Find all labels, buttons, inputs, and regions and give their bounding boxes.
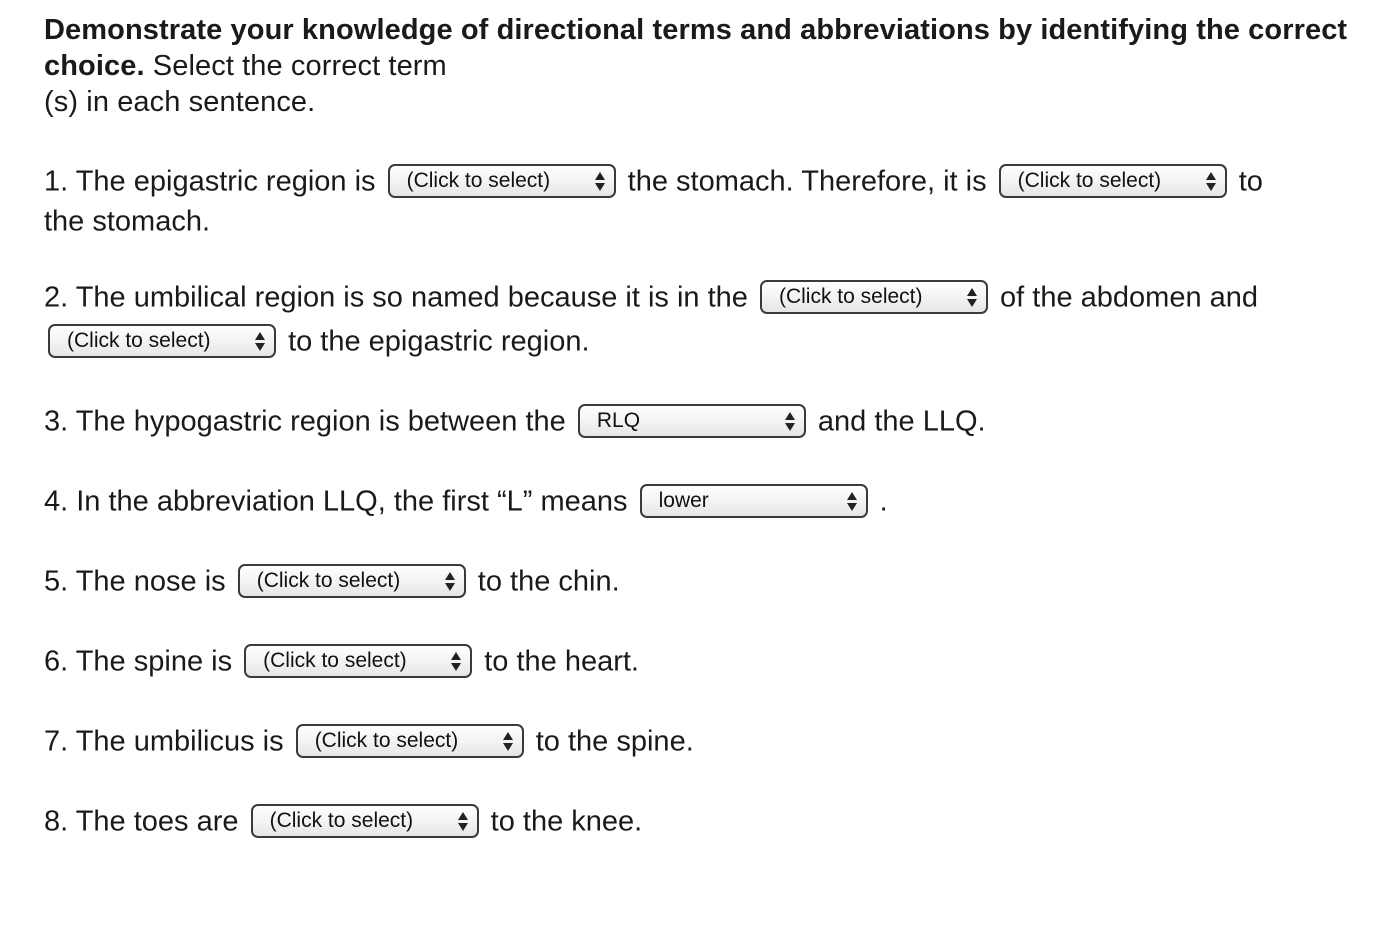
question-page <box>44 12 1374 838</box>
select-arrows-icon <box>445 572 455 592</box>
select-value: (Click to select) <box>778 285 923 309</box>
select-arrows-icon <box>847 492 857 512</box>
question-3-text-1: 3. The hypogastric region is between the <box>44 405 566 438</box>
question-2 <box>44 276 1258 317</box>
question-2-line-2 <box>44 320 590 361</box>
select-arrows-icon <box>785 412 795 432</box>
question-3 <box>44 400 986 441</box>
question-5 <box>44 560 620 601</box>
question-1-select-2[interactable] <box>999 164 1227 198</box>
select-arrows-icon <box>595 172 605 192</box>
select-arrows-icon <box>458 812 468 832</box>
select-value: (Click to select) <box>1017 169 1162 193</box>
question-6 <box>44 640 639 681</box>
select-arrows-icon <box>503 732 513 752</box>
select-arrows-icon <box>967 288 977 308</box>
question-6-text-1: 6. The spine is <box>44 645 233 678</box>
question-6-text-2: to the heart. <box>484 645 639 678</box>
question-5-text-2: to the chin. <box>477 565 620 598</box>
question-2-text-1: 2. The umbilical region is so named because it is in the <box>44 281 748 314</box>
question-1 <box>44 160 1263 201</box>
instructions-text-2: (s) in each sentence. <box>44 86 316 118</box>
select-value: (Click to select) <box>269 809 414 833</box>
instructions <box>44 12 1374 120</box>
question-4-text-2: . <box>879 485 888 518</box>
question-8-text-2: to the knee. <box>490 805 643 838</box>
question-2-select-1[interactable] <box>760 280 988 314</box>
question-8 <box>44 800 642 841</box>
question-1-text-1: 1. The epigastric region is <box>44 165 376 198</box>
select-value: RLQ <box>596 409 641 433</box>
question-1-line-2 <box>44 200 210 241</box>
question-1-text-3: to <box>1238 165 1263 198</box>
select-arrows-icon <box>451 652 461 672</box>
instructions-bold: Demonstrate your knowledge of directional terms and abbreviations by identifying the correct choice. <box>44 14 1348 82</box>
question-4-text-1: 4. In the abbreviation LLQ, the first “L” means <box>44 485 628 518</box>
select-arrows-icon <box>1206 172 1216 192</box>
question-3-text-2: and the LLQ. <box>817 405 986 438</box>
question-5-text-1: 5. The nose is <box>44 565 226 598</box>
select-arrows-icon <box>255 332 265 352</box>
question-4 <box>44 480 888 521</box>
select-value: (Click to select) <box>406 169 551 193</box>
select-value: (Click to select) <box>263 649 407 673</box>
select-value: (Click to select) <box>314 729 459 753</box>
question-8-text-1: 8. The toes are <box>44 805 239 838</box>
instructions-text-1: Select the correct term <box>144 50 447 82</box>
question-7-select-1[interactable] <box>296 724 524 758</box>
select-value: (Click to select) <box>256 569 401 593</box>
question-1-select-1[interactable] <box>388 164 616 198</box>
question-8-select-1[interactable] <box>251 804 479 838</box>
question-2-text-3: to the epigastric region. <box>288 325 590 358</box>
question-5-select-1[interactable] <box>238 564 466 598</box>
question-7 <box>44 720 694 761</box>
question-7-text-1: 7. The umbilicus is <box>44 725 284 758</box>
question-3-select-1[interactable] <box>578 404 806 438</box>
select-value: (Click to select) <box>67 329 211 353</box>
question-2-select-2[interactable] <box>48 324 276 358</box>
question-6-select-1[interactable] <box>244 644 472 678</box>
select-value: lower <box>658 489 709 513</box>
question-7-text-2: to the spine. <box>535 725 694 758</box>
question-2-text-2: of the abdomen and <box>1000 281 1259 314</box>
question-1-text-4: the stomach. <box>44 205 211 238</box>
question-1-text-2: the stomach. Therefore, it is <box>627 165 987 198</box>
question-4-select-1[interactable] <box>640 484 868 518</box>
